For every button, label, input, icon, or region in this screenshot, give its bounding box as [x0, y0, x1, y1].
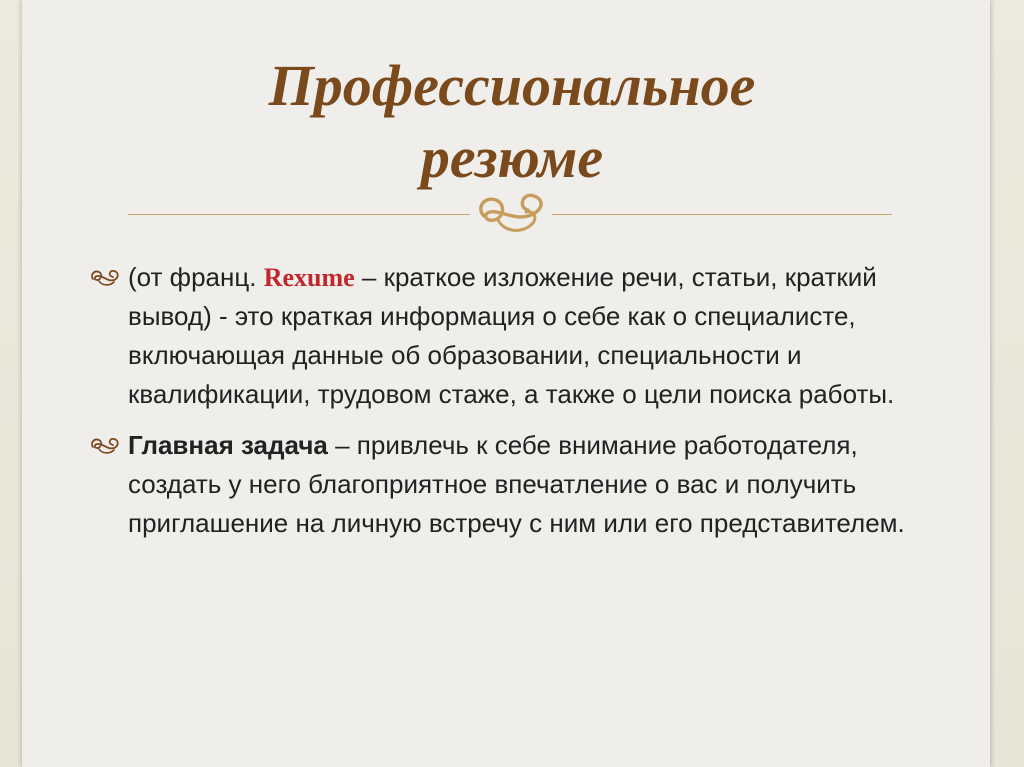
list-item: [88, 426, 918, 543]
flourish-ornament-icon: [470, 186, 552, 240]
ornament-bullet-icon: [88, 266, 120, 288]
term-rexume: Rexume: [263, 263, 355, 292]
slide-title: [0, 50, 1024, 194]
divider-right: [552, 214, 892, 215]
bullet-text: – привлечь к себе внимание работодателя, создать у него благоприятное впечатление о вас и получить приглашение на личную встречу с ним или его представителем.: [128, 430, 905, 538]
title-line-2: резюме: [420, 125, 604, 190]
title-line-1: Профессиональное: [268, 53, 756, 118]
bullet-prefix: (от франц.: [128, 262, 264, 292]
ornament-bullet-icon: [88, 434, 120, 456]
list-item: [88, 258, 918, 414]
bullet-list: [88, 258, 918, 555]
bullet-text: – краткое изложение речи, статьи, краткий вывод) - это краткая информация о себе как о специалисте, включающая данные об образовании, специальности и квалификации, трудовом стаже, а также о цели поиска работы.: [128, 262, 895, 409]
term-main-task: Главная задача: [128, 430, 328, 460]
divider-left: [128, 214, 470, 215]
